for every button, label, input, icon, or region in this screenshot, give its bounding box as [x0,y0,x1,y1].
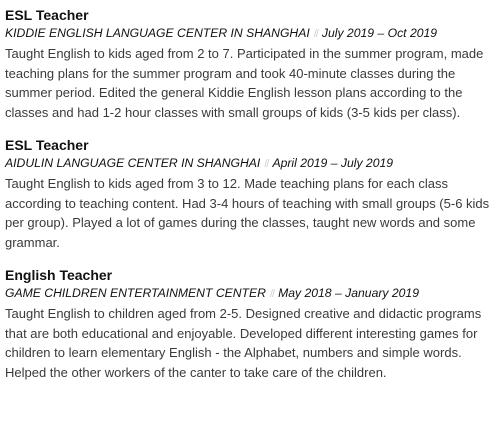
job-meta [5,155,491,173]
company-name: GAME CHILDREN ENTERTAINMENT CENTER [5,286,266,300]
job-entry [5,7,491,122]
job-title: English Teacher [5,267,113,283]
meta-separator: // [313,28,318,40]
job-description: Taught English to children aged from 2-5. Designed creative and didactic programs that are both educational and enjoyable. Developed different interesting games for children to learn elementary English - the Alphabet, numbers and simple words. Helped the other workers of the canter to take care of the children. [5,306,482,380]
job-title: ESL Teacher [5,137,89,153]
job-entry [5,137,491,252]
job-entry [5,267,491,382]
job-description: Taught English to kids aged from 2 to 7. Participated in the summer program, made teaching plans for the summer program and took 40-minute classes during the summer period. Edited the general Kiddie English lesson plans according to the classes and had 1-2 hour classes with small groups of kids (3-5 kids per class). [5,46,484,120]
company-name: KIDDIE ENGLISH LANGUAGE CENTER IN SHANGHAI [5,26,310,40]
meta-separator: // [269,288,275,300]
job-period: May 2018 – January 2019 [278,286,419,300]
job-title: ESL Teacher [5,7,89,23]
job-meta [5,285,491,303]
job-description: Taught English to kids aged from 3 to 12. Made teaching plans for each class according to teaching content. Had 3-4 hours of teaching with small groups (5-6 kids per group). Played a lot of games during the classes, taught new words and some grammar. [5,176,490,250]
company-name: AIDULIN LANGUAGE CENTER IN SHANGHAI [5,156,261,170]
job-period: April 2019 – July 2019 [272,156,394,170]
job-period: July 2019 – Oct 2019 [321,26,438,40]
job-meta [5,25,491,43]
meta-separator: // [264,158,269,170]
